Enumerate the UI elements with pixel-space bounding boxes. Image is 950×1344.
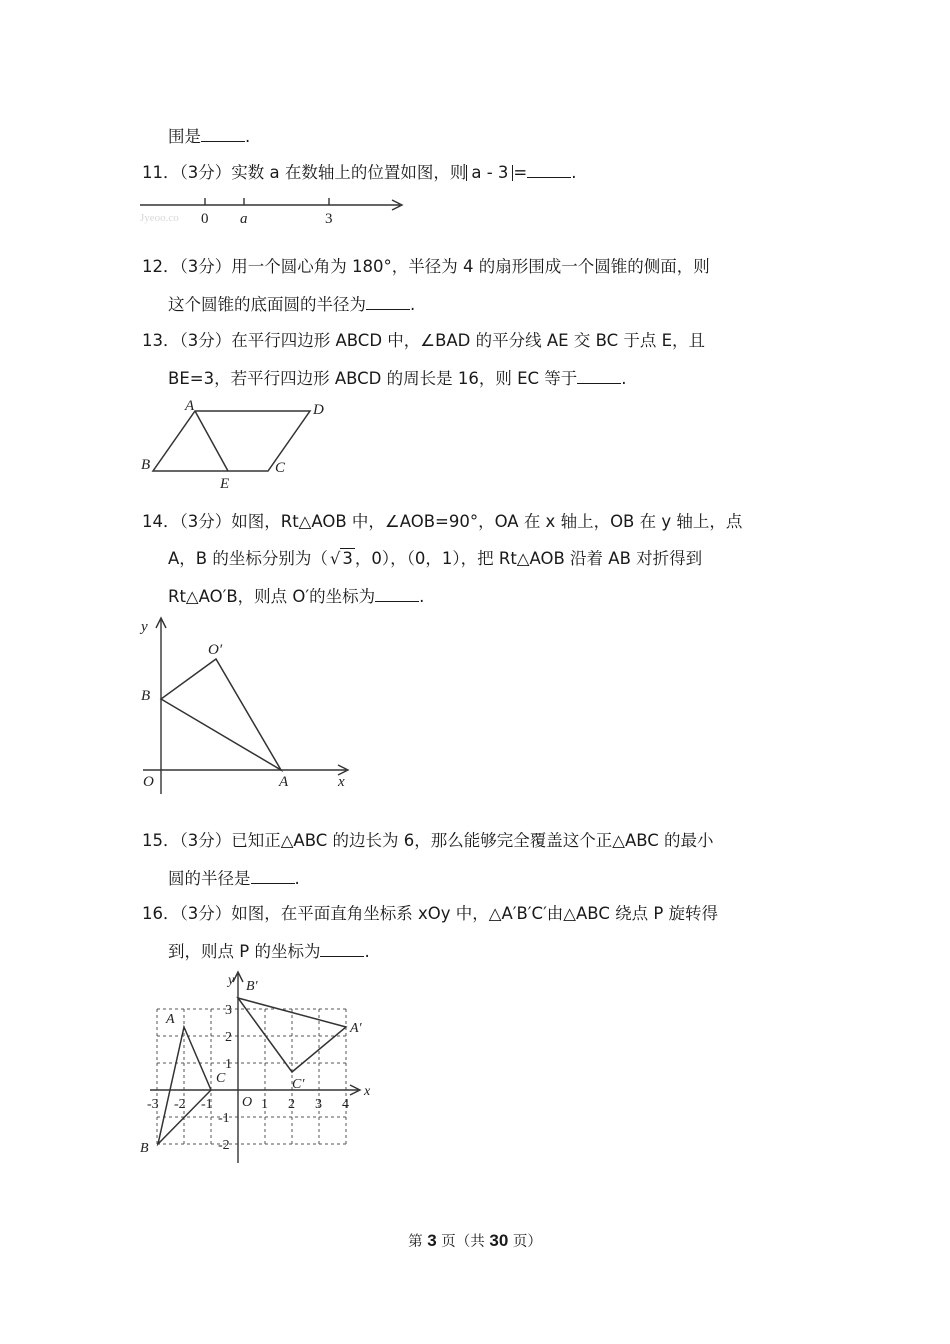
- x-tick-label: -2: [174, 1097, 186, 1112]
- q14-stem-cont3: Rt△AO′B，则点 O′的坐标为: [168, 587, 376, 606]
- q12-number: 12．: [142, 257, 180, 276]
- q13-parallelogram: [153, 411, 310, 471]
- q11-watermark: Jyeoo.co: [140, 212, 179, 224]
- q14-sqrt-3: [328, 548, 355, 570]
- x-tick-label: -1: [201, 1097, 213, 1112]
- q11-absolute-value: a - 3: [466, 165, 513, 181]
- y-tick-label: -2: [218, 1138, 230, 1153]
- q16-label-B-prime: B′: [246, 979, 258, 994]
- q12-answer-blank[interactable]: [366, 293, 410, 310]
- x-tick-label: 1: [261, 1097, 268, 1112]
- q14-label-O: O: [143, 774, 154, 790]
- q14-stem: （3分）如图，Rt△AOB 中，∠AOB=90°，OA 在 x 轴上，OB 在 y 轴上，点: [179, 512, 743, 531]
- q12-line2: [168, 293, 415, 316]
- q13-label-A: A: [185, 398, 195, 414]
- q13-number: 13．: [142, 331, 180, 350]
- q11-number-line: [138, 193, 418, 229]
- q14-label-A: A: [279, 774, 289, 790]
- q14-coordinate-figure: [138, 614, 358, 800]
- q15-end: .: [294, 869, 300, 888]
- y-tick-label: 3: [225, 1003, 232, 1018]
- q11-number: 11．: [142, 163, 180, 182]
- q11-label-0: 0: [201, 211, 209, 227]
- q14-end: .: [419, 587, 425, 606]
- q14-line3: [168, 585, 424, 608]
- q15-stem: （3分）已知正△ABC 的边长为 6，那么能够完全覆盖这个正△ABC 的最小: [179, 831, 714, 850]
- q14-number: 14．: [142, 512, 180, 531]
- q11-answer-blank[interactable]: [527, 161, 571, 178]
- q13-parallelogram-figure: [138, 397, 338, 491]
- footer-prefix: 第: [408, 1234, 428, 1250]
- q14-folded-triangle: [161, 659, 281, 770]
- q14-stem-cont2: ，0），（0，1），把 Rt△AOB 沿着 AB 对折得到: [354, 549, 703, 568]
- q16-number: 16．: [142, 904, 180, 923]
- footer-suffix: 页）: [508, 1234, 542, 1250]
- q13-label-E: E: [220, 476, 230, 492]
- q16-label-x: x: [364, 1084, 371, 1099]
- q13-label-D: D: [313, 402, 324, 418]
- q16-answer-blank[interactable]: [320, 940, 364, 957]
- q14-radical-sign: √: [329, 549, 341, 568]
- x-tick-label: 2: [288, 1097, 295, 1112]
- q13-label-C: C: [275, 460, 286, 476]
- y-tick-label: -1: [218, 1111, 230, 1126]
- q12-line1: [142, 256, 710, 278]
- q13-stem: （3分）在平行四边形 ABCD 中，∠BAD 的平分线 AE 交 BC 于点 E，且: [179, 331, 706, 350]
- x-tick-label: 3: [315, 1097, 322, 1112]
- q13-line1: [142, 330, 705, 352]
- q16-label-A-prime: A′: [350, 1021, 362, 1036]
- q10-tail: [168, 125, 250, 148]
- q16-stem-cont: 到，则点 P 的坐标为: [168, 942, 321, 961]
- q14-label-x: x: [338, 774, 345, 790]
- q13-end: .: [621, 369, 627, 388]
- q16-label-C: C: [216, 1071, 226, 1086]
- q13-bisector-AE: [195, 411, 228, 471]
- y-tick-label: 1: [225, 1057, 232, 1072]
- y-tick-label: 2: [225, 1030, 232, 1045]
- q14-label-B: B: [141, 688, 151, 704]
- x-tick-label: -3: [147, 1097, 159, 1112]
- q13-label-B: B: [141, 457, 151, 473]
- q16-grid-figure: [138, 968, 388, 1168]
- q14-label-O-prime: O′: [208, 642, 223, 658]
- x-tick-label: 4: [342, 1097, 349, 1112]
- q16-label-B: B: [140, 1141, 149, 1156]
- q10-tail-end: .: [245, 127, 251, 146]
- q11-text: [142, 161, 577, 184]
- q15-line1: [142, 830, 714, 852]
- q16-line2: [168, 940, 370, 963]
- q13-line2: [168, 367, 627, 390]
- q16-label-y: y: [228, 973, 235, 988]
- footer-middle: 页（共: [436, 1234, 490, 1250]
- q16-label-O: O: [242, 1095, 253, 1110]
- q16-stem: （3分）如图，在平面直角坐标系 xOy 中，△A′B′C′由△ABC 绕点 P 旋转得: [179, 904, 719, 923]
- q11-end: .: [571, 163, 577, 182]
- q14-radicand: 3: [342, 549, 353, 568]
- page-footer: [0, 1230, 950, 1251]
- footer-total-pages: 30: [489, 1231, 509, 1250]
- q14-stem-cont: A，B 的坐标分别为（: [168, 549, 328, 568]
- q12-stem-cont: 这个圆锥的底面圆的半径为: [168, 295, 366, 314]
- q10-tail-text: 围是: [168, 127, 201, 146]
- q15-line2: [168, 867, 300, 890]
- q11-equals: =: [513, 163, 528, 182]
- q15-answer-blank[interactable]: [251, 867, 295, 884]
- q12-end: .: [410, 295, 416, 314]
- q12-stem: （3分）用一个圆心角为 180°，半径为 4 的扇形围成一个圆锥的侧面，则: [179, 257, 710, 276]
- q11-label-a: a: [240, 211, 248, 227]
- q13-answer-blank[interactable]: [577, 367, 621, 384]
- q15-stem-cont: 圆的半径是: [168, 869, 251, 888]
- q15-number: 15．: [142, 831, 180, 850]
- q14-line2: [168, 548, 702, 570]
- q16-triangle-ABC: [158, 1027, 211, 1144]
- q13-stem-cont: BE=3，若平行四边形 ABCD 的周长是 16，则 EC 等于: [168, 369, 578, 388]
- q14-line1: [142, 511, 742, 533]
- q16-label-A: A: [166, 1012, 175, 1027]
- q14-label-y: y: [141, 619, 148, 635]
- q16-end: .: [364, 942, 370, 961]
- q11-label-3: 3: [325, 211, 333, 227]
- q16-line1: [142, 903, 718, 925]
- q11-stem: （3分）实数 a 在数轴上的位置如图，则: [179, 163, 467, 182]
- q14-answer-blank[interactable]: [375, 585, 419, 602]
- footer-page-number: 3: [427, 1231, 437, 1250]
- q16-label-C-prime: C′: [292, 1077, 305, 1092]
- q10-answer-blank[interactable]: [201, 125, 245, 142]
